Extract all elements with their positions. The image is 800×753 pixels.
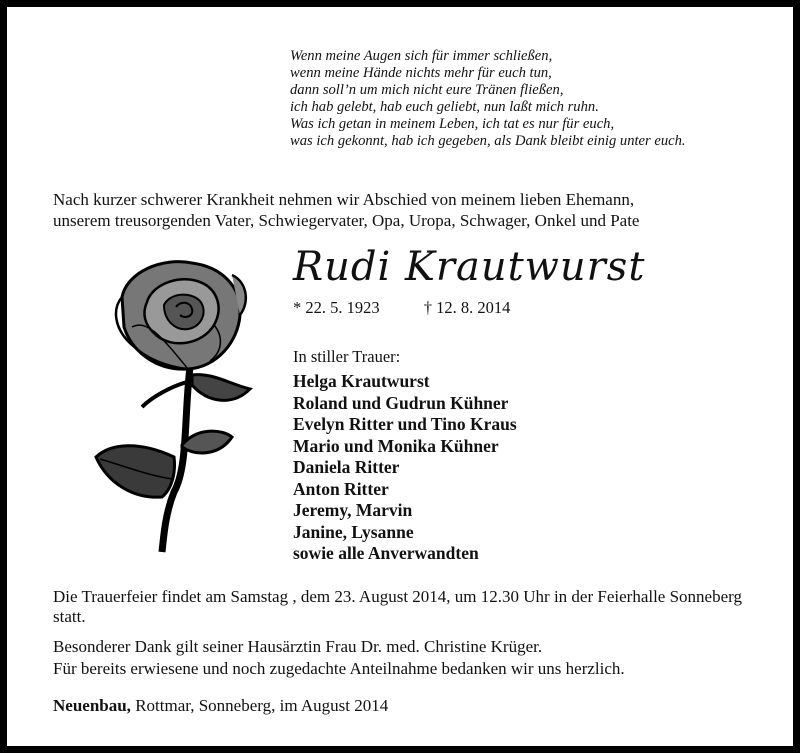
town-name: Neuenbau, [53, 696, 131, 715]
rose-icon [92, 257, 277, 557]
place-and-date [53, 696, 388, 716]
mourner: Helga Krautwurst [293, 371, 430, 391]
mourner: Janine, Lysanne [293, 521, 414, 542]
mourner: Mario und Monika Kühner [293, 435, 499, 456]
mourning-label: In stiller Trauer: [293, 347, 401, 366]
place-rest: Rottmar, Sonneberg, im August 2014 [130, 696, 389, 715]
mourner: Evelyn Ritter und Tino Kraus [293, 414, 517, 434]
birth-date: * 22. 5. 1923 [293, 298, 380, 317]
poem-line: Wenn meine Augen sich für immer schließen, [290, 48, 553, 64]
thanks-text [53, 636, 773, 680]
mourners-list [293, 371, 517, 565]
poem-line: ich hab gelebt, hab euch geliebt, nun laßt mich ruhn. [290, 99, 599, 116]
thanks-line: Besonderer Dank gilt seiner Hausärztin Frau Dr. med. Christine Krüger. [53, 637, 543, 656]
deceased-name: Rudi Krautwurst [293, 244, 646, 290]
intro-text [53, 189, 773, 231]
mourner: Roland und Gudrun Kühner [293, 392, 509, 413]
death-date: † 12. 8. 2014 [423, 298, 511, 317]
poem [290, 48, 770, 151]
mourner: Daniela Ritter [293, 457, 400, 477]
poem-line: was ich gekonnt, hab ich gegeben, als Dank bleibt einig unter euch. [290, 133, 686, 150]
thanks-line: Für bereits erwiesene und noch zugedachte Anteilnahme bedanken wir uns herzlich. [53, 659, 625, 678]
poem-line: dann soll’n um mich nicht eure Tränen fließen, [290, 82, 564, 99]
poem-line: wenn meine Hände nichts mehr für euch tun, [290, 65, 552, 82]
mourner: Anton Ritter [293, 478, 389, 499]
mourner: sowie alle Anverwandten [293, 543, 479, 563]
poem-line: Was ich getan in meinem Leben, ich tat es nur für euch, [290, 116, 615, 133]
life-dates [293, 298, 510, 318]
intro-line: unserem treusorgenden Vater, Schwiegervater, Opa, Uropa, Schwager, Onkel und Pate [53, 211, 640, 230]
funeral-info: Die Trauerfeier findet am Samstag , dem 23. August 2014, um 12.30 Uhr in der Feierhalle Sonneberg statt. [53, 587, 743, 626]
mourner: Jeremy, Marvin [293, 500, 413, 520]
intro-line: Nach kurzer schwerer Krankheit nehmen wir Abschied von meinem lieben Ehemann, [53, 190, 635, 209]
